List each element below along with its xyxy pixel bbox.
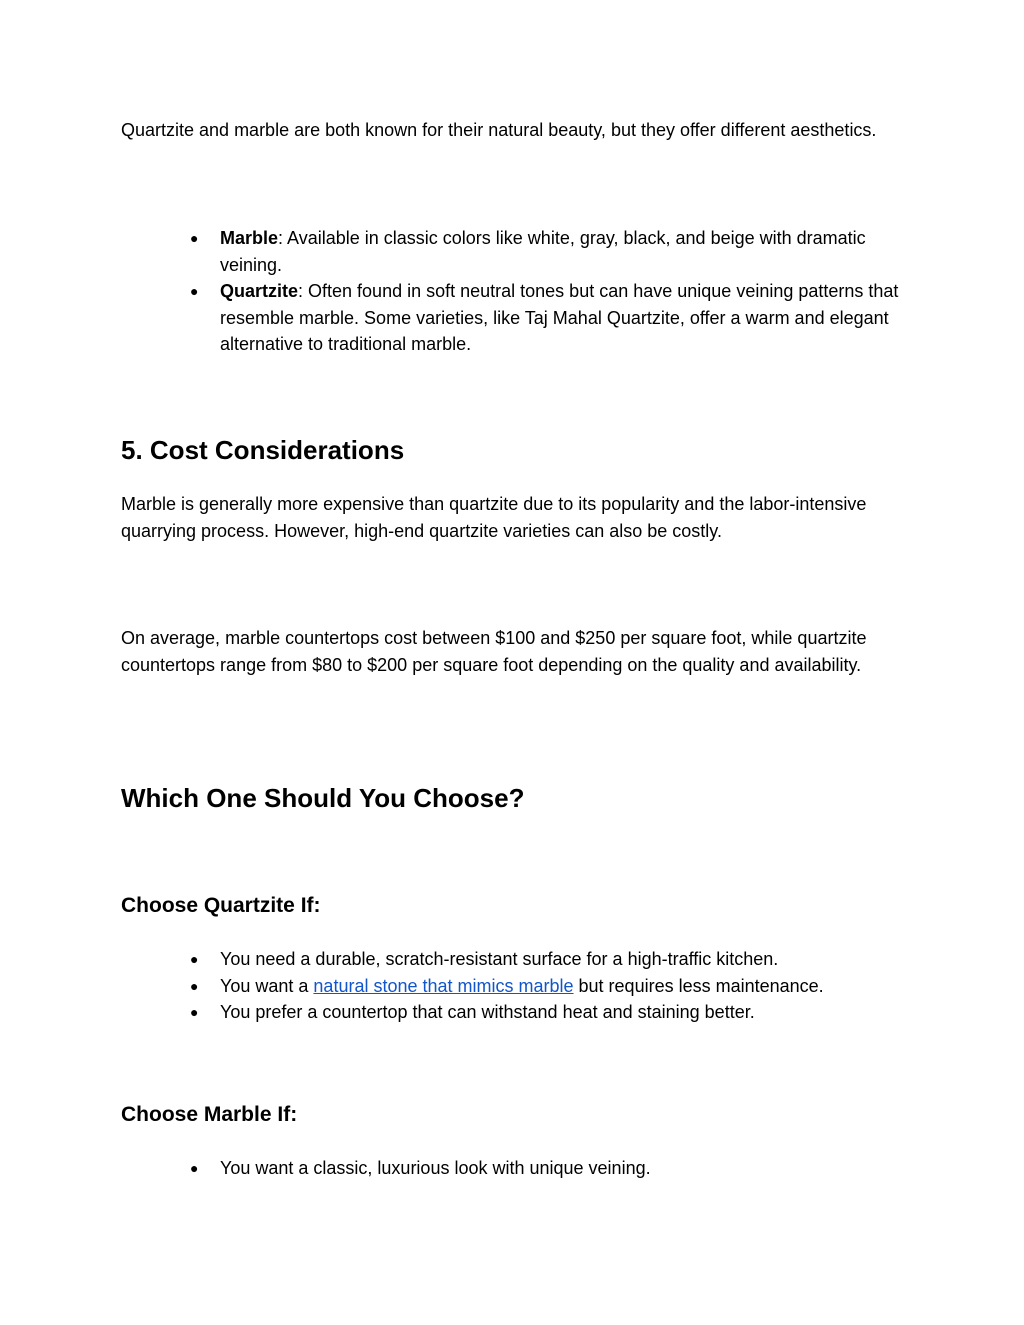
- cost-paragraph-2: On average, marble countertops cost between $100 and $250 per square foot, while quartzite countertops range from $80 to $200 per square foot depending on the quality and availability.: [121, 628, 867, 675]
- reason-text-before: You want a: [220, 975, 314, 996]
- quartzite-description: : Often found in soft neutral tones but can have unique veining patterns that resemble marble. Some varieties, like Taj Mahal Quartzite, offer a warm and elegant alternative to traditional marble.: [220, 281, 899, 355]
- marble-reasons-list: [121, 1155, 906, 1182]
- bullet-icon: ●: [190, 951, 199, 967]
- quartzite-reasons-list: [121, 946, 906, 1026]
- intro-paragraph: Quartzite and marble are both known for their natural beauty, but they offer different aesthetics.: [121, 120, 877, 140]
- aesthetics-list: [121, 225, 906, 358]
- bullet-icon: ●: [190, 1004, 199, 1021]
- reason-text: You need a durable, scratch-resistant surface for a high-traffic kitchen.: [220, 949, 779, 969]
- choose-marble-heading: Choose Marble If:: [121, 1103, 298, 1126]
- bullet-icon: ●: [190, 283, 199, 300]
- natural-stone-link[interactable]: natural stone that mimics marble: [313, 975, 574, 996]
- list-item: [121, 1155, 906, 1182]
- marble-description: : Available in classic colors like white, gray, black, and beige with dramatic veining.: [220, 228, 866, 275]
- list-item-quartzite: [121, 278, 906, 358]
- list-item-marble: [121, 225, 906, 278]
- list-item: [121, 946, 906, 973]
- reason-text: You want a classic, luxurious look with unique veining.: [220, 1158, 651, 1178]
- list-item: [121, 999, 906, 1026]
- bullet-icon: ●: [190, 977, 199, 994]
- term-marble: Marble: [220, 228, 279, 248]
- term-quartzite: Quartzite: [220, 281, 299, 302]
- choose-quartzite-heading: Choose Quartzite If:: [121, 894, 321, 917]
- choose-heading: Which One Should You Choose?: [121, 783, 525, 813]
- bullet-icon: ●: [190, 230, 199, 246]
- reason-text-after: but requires less maintenance.: [573, 975, 824, 996]
- bullet-icon: ●: [190, 1160, 199, 1176]
- reason-text: You prefer a countertop that can withstand heat and staining better.: [220, 1002, 755, 1023]
- list-item: [121, 973, 906, 1000]
- cost-heading: 5. Cost Considerations: [121, 435, 405, 465]
- cost-paragraph-1: Marble is generally more expensive than quartzite due to its popularity and the labor-intensive quarrying process. However, high-end quartzite varieties can also be costly.: [121, 494, 867, 541]
